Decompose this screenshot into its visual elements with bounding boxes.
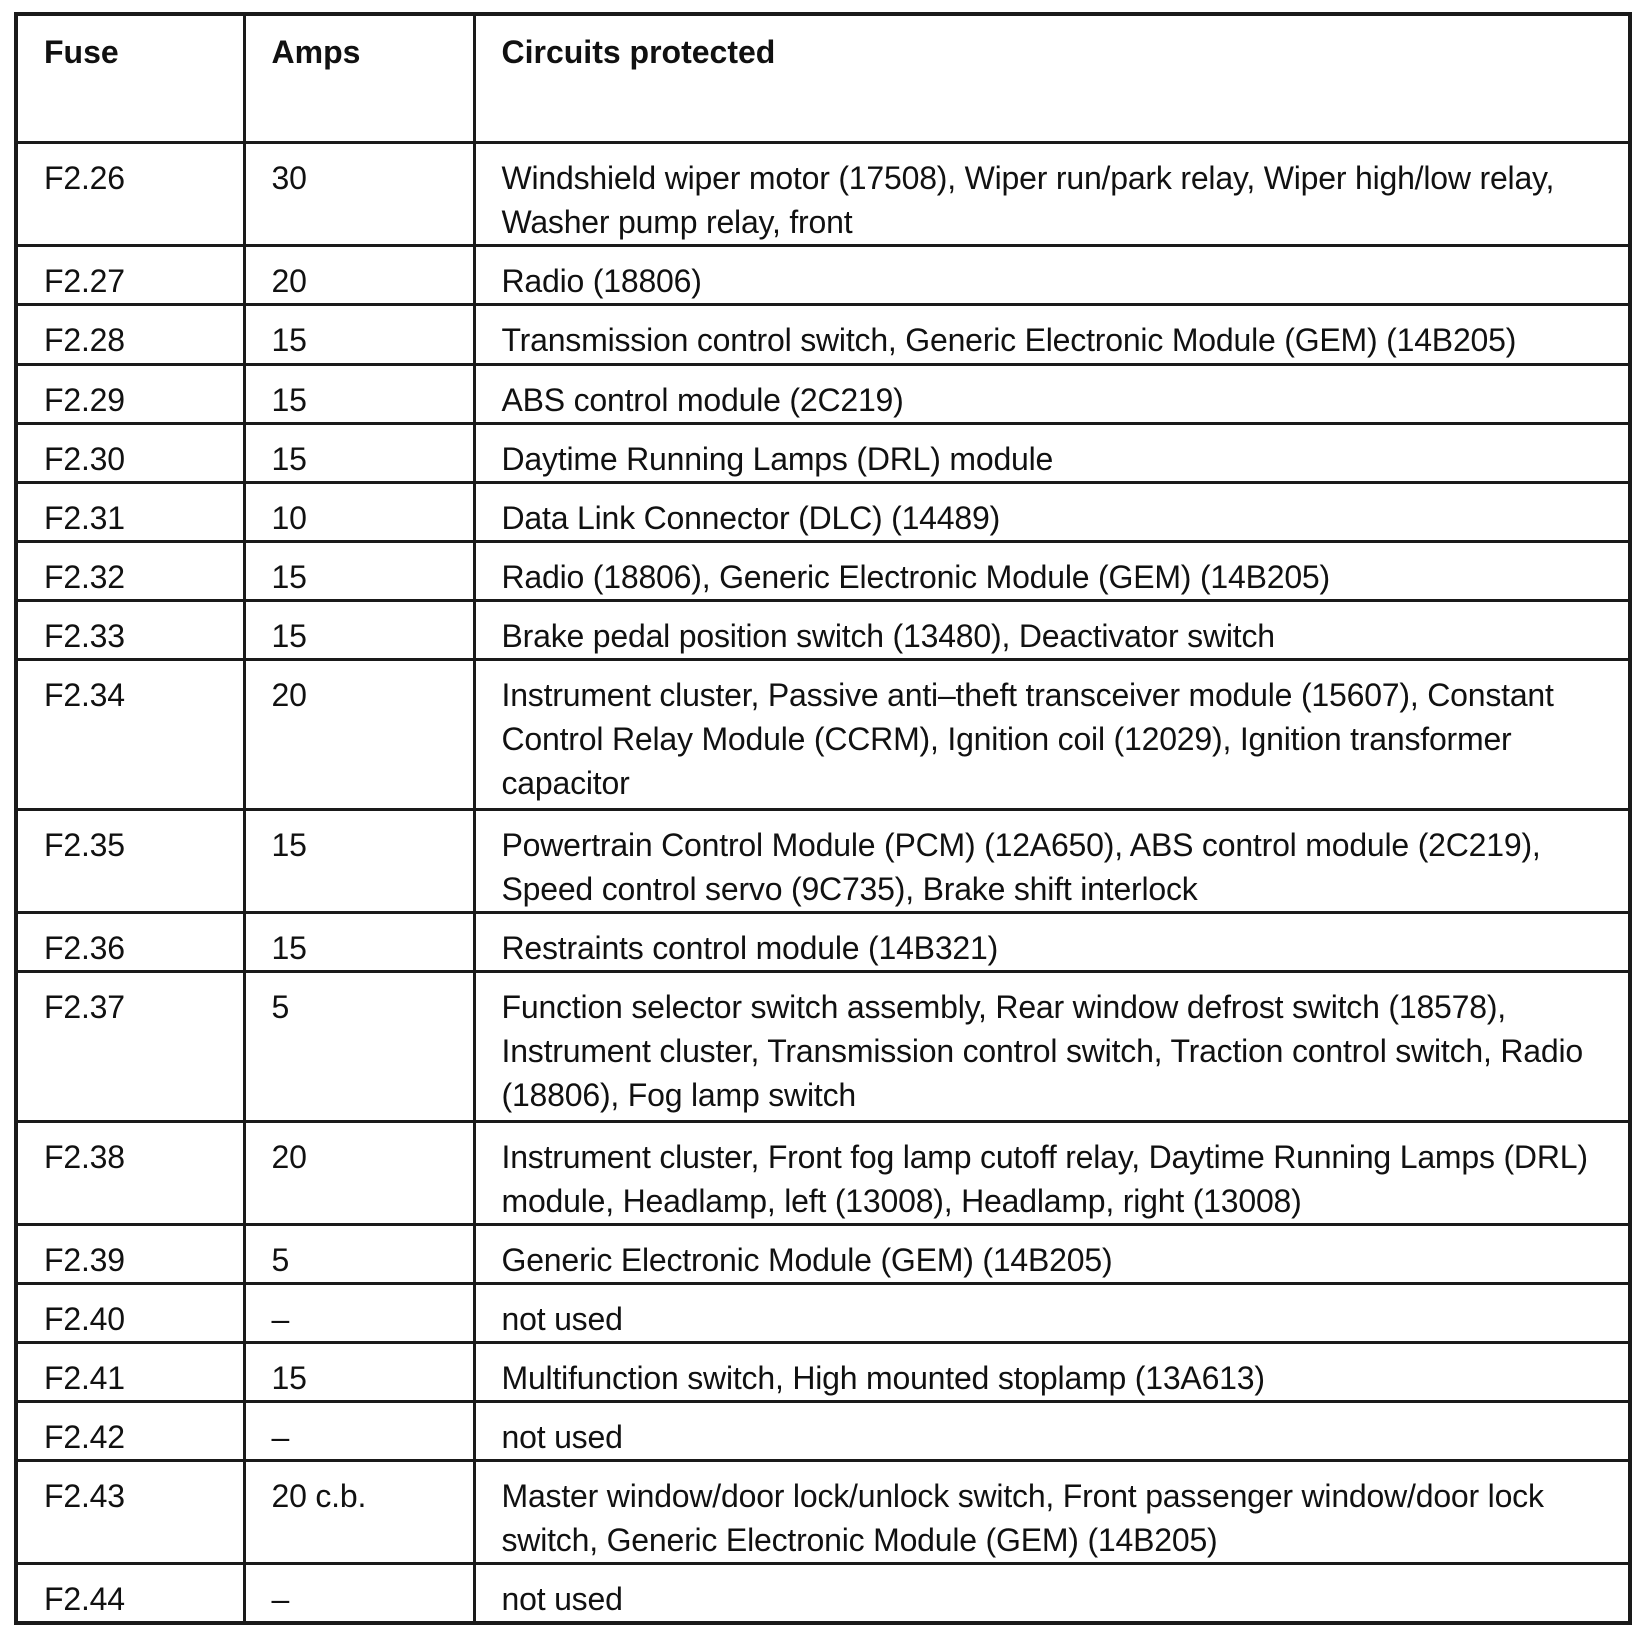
circuits-cell: Powertrain Control Module (PCM) (12A650), ABS control module (2C219), Speed control servo (9C735), Brake shift interlock	[474, 809, 1630, 912]
amps-cell: –	[244, 1283, 474, 1342]
fuse-cell: F2.40	[16, 1283, 244, 1342]
fuse-cell: F2.37	[16, 971, 244, 1121]
table-row	[16, 364, 1630, 423]
table-row	[16, 541, 1630, 600]
fuse-table	[14, 12, 1632, 1625]
circuits-cell: not used	[474, 1401, 1630, 1460]
table-row	[16, 423, 1630, 482]
table-row	[16, 809, 1630, 912]
circuits-cell: Multifunction switch, High mounted stoplamp (13A613)	[474, 1342, 1630, 1401]
circuits-cell: ABS control module (2C219)	[474, 364, 1630, 423]
amps-cell: 15	[244, 423, 474, 482]
table-row	[16, 971, 1630, 1121]
fuse-cell: F2.26	[16, 142, 244, 245]
fuse-cell: F2.29	[16, 364, 244, 423]
amps-cell: 15	[244, 364, 474, 423]
fuse-cell: F2.36	[16, 912, 244, 971]
circuits-cell: Restraints control module (14B321)	[474, 912, 1630, 971]
fuse-cell: F2.43	[16, 1460, 244, 1563]
amps-cell: 15	[244, 304, 474, 364]
amps-cell: 20	[244, 659, 474, 809]
circuits-cell: Radio (18806), Generic Electronic Module (GEM) (14B205)	[474, 541, 1630, 600]
circuits-cell: not used	[474, 1283, 1630, 1342]
fuse-cell: F2.42	[16, 1401, 244, 1460]
header-circuits: Circuits protected	[474, 14, 1630, 142]
amps-cell: –	[244, 1563, 474, 1623]
fuse-cell: F2.39	[16, 1224, 244, 1283]
circuits-cell: not used	[474, 1563, 1630, 1623]
amps-cell: 5	[244, 971, 474, 1121]
table-row	[16, 482, 1630, 541]
circuits-cell: Generic Electronic Module (GEM) (14B205)	[474, 1224, 1630, 1283]
amps-cell: 15	[244, 541, 474, 600]
fuse-cell: F2.33	[16, 600, 244, 659]
circuits-cell: Daytime Running Lamps (DRL) module	[474, 423, 1630, 482]
circuits-cell: Instrument cluster, Front fog lamp cutoff relay, Daytime Running Lamps (DRL) module, Headlamp, left (13008), Headlamp, right (13008)	[474, 1121, 1630, 1224]
table-row	[16, 1563, 1630, 1623]
fuse-cell: F2.34	[16, 659, 244, 809]
table-row	[16, 659, 1630, 809]
circuits-cell: Transmission control switch, Generic Electronic Module (GEM) (14B205)	[474, 304, 1630, 364]
table-row	[16, 600, 1630, 659]
circuits-cell: Function selector switch assembly, Rear window defrost switch (18578), Instrument cluster, Transmission control switch, Traction control switch, Radio (18806), Fog lamp switch	[474, 971, 1630, 1121]
amps-cell: 20	[244, 1121, 474, 1224]
amps-cell: 15	[244, 1342, 474, 1401]
circuits-cell: Data Link Connector (DLC) (14489)	[474, 482, 1630, 541]
circuits-cell: Master window/door lock/unlock switch, Front passenger window/door lock switch, Generic Electronic Module (GEM) (14B205)	[474, 1460, 1630, 1563]
fuse-cell: F2.30	[16, 423, 244, 482]
circuits-cell: Radio (18806)	[474, 245, 1630, 304]
fuse-cell: F2.44	[16, 1563, 244, 1623]
table-row	[16, 1401, 1630, 1460]
table-row	[16, 912, 1630, 971]
table-row	[16, 142, 1630, 245]
fuse-cell: F2.41	[16, 1342, 244, 1401]
table-row	[16, 1224, 1630, 1283]
amps-cell: –	[244, 1401, 474, 1460]
circuits-cell: Instrument cluster, Passive anti–theft transceiver module (15607), Constant Control Relay Module (CCRM), Ignition coil (12029), Ignition transformer capacitor	[474, 659, 1630, 809]
fuse-cell: F2.35	[16, 809, 244, 912]
table-row	[16, 1283, 1630, 1342]
amps-cell: 20	[244, 245, 474, 304]
circuits-cell: Brake pedal position switch (13480), Deactivator switch	[474, 600, 1630, 659]
header-amps: Amps	[244, 14, 474, 142]
table-row	[16, 1342, 1630, 1401]
table-row	[16, 245, 1630, 304]
table-row	[16, 1121, 1630, 1224]
header-row	[16, 14, 1630, 142]
fuse-cell: F2.31	[16, 482, 244, 541]
table-row	[16, 304, 1630, 364]
table-body	[16, 142, 1630, 1623]
amps-cell: 30	[244, 142, 474, 245]
table-header	[16, 14, 1630, 142]
amps-cell: 15	[244, 912, 474, 971]
amps-cell: 10	[244, 482, 474, 541]
amps-cell: 20 c.b.	[244, 1460, 474, 1563]
header-fuse: Fuse	[16, 14, 244, 142]
fuse-cell: F2.32	[16, 541, 244, 600]
fuse-cell: F2.28	[16, 304, 244, 364]
amps-cell: 5	[244, 1224, 474, 1283]
circuits-cell: Windshield wiper motor (17508), Wiper run/park relay, Wiper high/low relay, Washer pump relay, front	[474, 142, 1630, 245]
fuse-cell: F2.27	[16, 245, 244, 304]
table-row	[16, 1460, 1630, 1563]
amps-cell: 15	[244, 809, 474, 912]
amps-cell: 15	[244, 600, 474, 659]
fuse-cell: F2.38	[16, 1121, 244, 1224]
